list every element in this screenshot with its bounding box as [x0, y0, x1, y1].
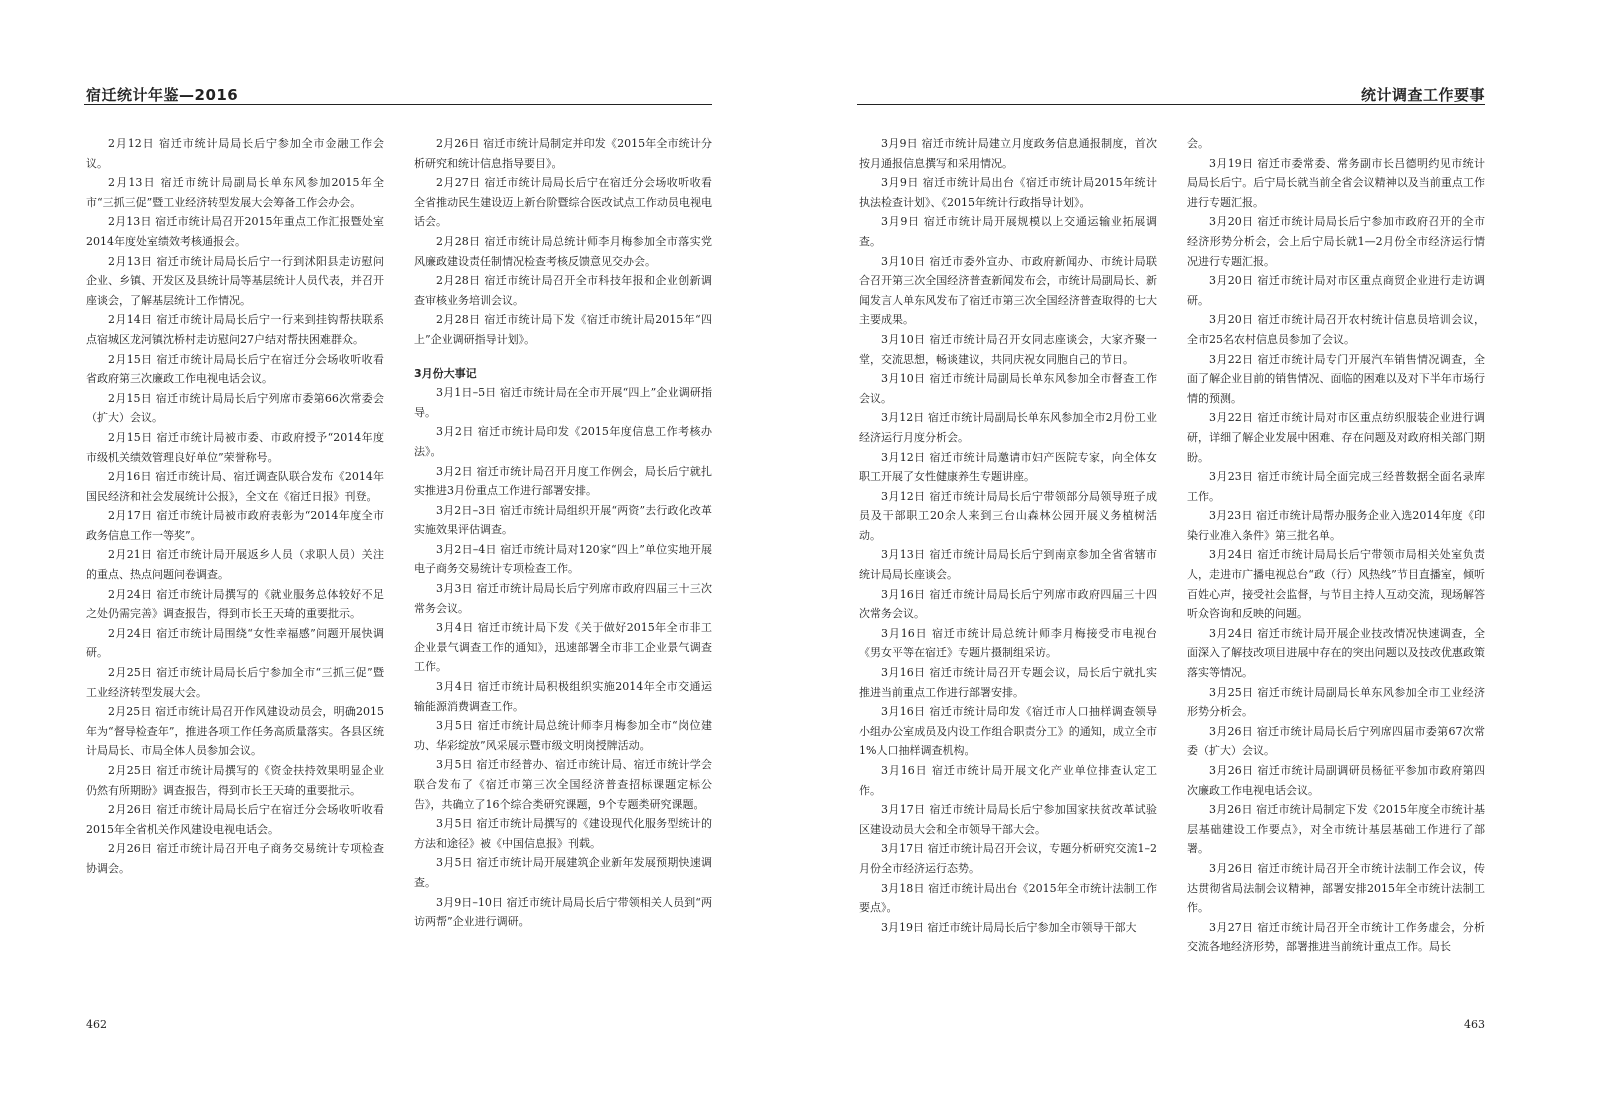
chronicle-entry: 3月4日 宿迁市统计局积极组织实施2014年全市交通运输能源消费调查工作。	[414, 680, 712, 713]
chronicle-entry: 3月12日 宿迁市统计局局长后宁带领部分局领导班子成员及干部职工20余人来到三台山森林公园开展义务植树活动。	[859, 489, 1157, 542]
chronicle-entry: 3月19日 宿迁市统计局局长后宁参加全市领导干部大	[881, 920, 1137, 934]
chronicle-entry: 2月14日 宿迁市统计局局长后宁一行来到挂钩帮扶联系点宿城区龙河镇沈桥村走访慰问27户结对帮扶困难群众。	[86, 313, 384, 346]
chronicle-entry: 3月1日–5日 宿迁市统计局在全市开展“四上”企业调研指导。	[414, 386, 712, 419]
chronicle-entry: 3月26日 宿迁市统计局局长后宁列席四届市委第67次常委（扩大）会议。	[1187, 724, 1485, 758]
march-section-heading: 3月份大事记	[414, 366, 477, 380]
chronicle-entry: 3月17日 宿迁市统计局局长后宁参加国家扶贫改革试验区建设动员大会和全市领导干部大会。	[859, 803, 1157, 836]
chronicle-entry: 2月15日 宿迁市统计局被市委、市政府授予“2014年度市级机关绩效管理良好单位”荣誉称号。	[86, 430, 384, 464]
chronicle-entry: 3月16日 宿迁市统计局印发《宿迁市人口抽样调查领导小组办公室成员及内设工作组合职责分工》的通知，成立全市1%人口抽样调查机构。	[859, 705, 1157, 758]
chronicle-entry: 3月20日 宿迁市统计局对市区重点商贸企业进行走访调研。	[1187, 274, 1485, 307]
chronicle-entry: 3月16日 宿迁市统计局召开专题会议，局长后宁就扎实推进当前重点工作进行部署安排。	[859, 666, 1157, 699]
chronicle-entry: 3月22日 宿迁市统计局对市区重点纺织服装企业进行调研，详细了解企业发展中困难、存在问题及对政府相关部门期盼。	[1187, 411, 1485, 464]
right-page-column-1	[859, 134, 1157, 937]
chronicle-entry: 2月24日 宿迁市统计局围绕“女性幸福感”问题开展快调研。	[86, 626, 384, 660]
chronicle-entry: 2月21日 宿迁市统计局开展返乡人员（求职人员）关注的重点、热点问题问卷调查。	[86, 548, 384, 582]
chronicle-entry: 2月25日 宿迁市统计局召开作风建设动员会，明确2015年为“督导检查年”，推进各项工作任务高质量落实。各县区统计局局长、市局全体人员参加会议。	[86, 705, 384, 758]
chronicle-entry: 3月10日 宿迁市委外宣办、市政府新闻办、市统计局联合召开第三次全国经济普查新闻发布会，市统计局副局长、新闻发言人单东风发布了宿迁市第三次全国经济普查取得的七大主要成果。	[859, 254, 1157, 327]
chronicle-entry: 3月17日 宿迁市统计局召开会议，专题分析研究交流1–2月份全市经济运行态势。	[859, 842, 1157, 875]
chronicle-entry: 3月23日 宿迁市统计局帮办服务企业入选2014年度《印染行业准入条件》第三批名单。	[1187, 509, 1485, 542]
chronicle-entry: 3月26日 宿迁市统计局召开全市统计法制工作会议，传达贯彻省局法制会议精神，部署安排2015年全市统计法制工作。	[1187, 861, 1485, 915]
chronicle-entry: 2月28日 宿迁市统计局总统计师李月梅参加全市落实党风廉政建设责任制情况检查考核反馈意见交办会。	[414, 234, 712, 268]
chronicle-entry: 3月10日 宿迁市统计局召开女同志座谈会，大家齐聚一堂，交流思想，畅谈建议，共同庆祝女同胞自己的节日。	[859, 332, 1157, 366]
page-number-right: 463	[1464, 1018, 1485, 1031]
chronicle-entry: 3月19日 宿迁市委常委、常务副市长吕德明约见市统计局局长后宁。后宁局长就当前全省会议精神以及当前重点工作进行专题汇报。	[1187, 156, 1485, 209]
chronicle-entry: 3月20日 宿迁市统计局局长后宁参加市政府召开的全市经济形势分析会，会上后宁局长就1—2月份全市经济运行情况进行专题汇报。	[1187, 215, 1485, 268]
march-entries	[414, 383, 712, 932]
chronicle-entry: 3月4日 宿迁市统计局下发《关于做好2015年全市非工企业景气调查工作的通知》，迅速部署全市非工企业景气调查工作。	[414, 621, 712, 674]
chronicle-entry: 3月12日 宿迁市统计局副局长单东风参加全市2月份工业经济运行月度分析会。	[859, 411, 1157, 444]
right-page-column-2	[1187, 134, 1485, 957]
continuation-text: 会。	[1187, 137, 1209, 150]
chronicle-entry: 3月23日 宿迁市统计局全面完成三经普数据全面名录库工作。	[1187, 470, 1485, 503]
chronicle-entry: 2月24日 宿迁市统计局撰写的《就业服务总体较好不足之处仍需完善》调查报告，得到市长王天琦的重要批示。	[86, 587, 384, 621]
chronicle-entry: 3月16日 宿迁市统计局局长后宁列席市政府四届三十四次常务会议。	[859, 587, 1157, 621]
chronicle-entry: 3月5日 宿迁市经普办、宿迁市统计局、宿迁市统计学会联合发布了《宿迁市第三次全国经济普查招标课题定标公告》，共确立了16个综合类研究课题，9个专题类研究课题。	[414, 758, 712, 811]
chronicle-entry: 3月5日 宿迁市统计局总统计师李月梅参加全市“岗位建功、华彩绽放”风采展示暨市级文明岗授牌活动。	[414, 719, 712, 752]
chronicle-entry: 3月27日 宿迁市统计局召开全市统计工作务虚会，分析交流各地经济形势，部署推进当前统计重点工作。局长	[1187, 920, 1485, 954]
chronicle-entry: 3月25日 宿迁市统计局副局长单东风参加全市工业经济形势分析会。	[1187, 685, 1485, 719]
chronicle-entry: 2月26日 宿迁市统计局召开电子商务交易统计专项检查协调会。	[86, 842, 384, 875]
running-header-left: 宿迁统计年鉴—2016	[86, 86, 239, 104]
chronicle-entry: 2月15日 宿迁市统计局局长后宁在宿迁分会场收听收看省政府第三次廉政工作电视电话会议。	[86, 352, 384, 386]
chronicle-entry: 3月9日–10日 宿迁市统计局局长后宁带领相关人员到“两访两帮”企业进行调研。	[414, 895, 712, 929]
chronicle-entry: 2月28日 宿迁市统计局召开全市科技年报和企业创新调查审核业务培训会议。	[414, 274, 712, 307]
feb-entries	[414, 134, 712, 350]
chronicle-entry: 2月13日 宿迁市统计局局长后宁一行到沭阳县走访慰问企业、乡镇、开发区及县统计局等基层统计人员代表，并召开座谈会，了解基层统计工作情况。	[86, 254, 384, 307]
chronicle-entry: 3月3日 宿迁市统计局局长后宁列席市政府四届三十三次常务会议。	[414, 582, 712, 615]
chronicle-entry: 3月24日 宿迁市统计局开展企业技改情况快速调查，全面深入了解技改项目进展中存在的突出问题以及技改优惠政策落实等情况。	[1187, 626, 1485, 680]
chronicle-entry: 3月9日 宿迁市统计局开展规模以上交通运输业拓展调查。	[859, 215, 1157, 248]
chronicle-entry: 3月26日 宿迁市统计局制定下发《2015年度全市统计基层基础建设工作要点》，对全市统计基层基础工作进行了部署。	[1187, 803, 1485, 856]
chronicle-entry: 2月12日 宿迁市统计局局长后宁参加全市金融工作会议。	[86, 137, 384, 170]
chronicle-entry: 2月25日 宿迁市统计局局长后宁参加全市“三抓三促”暨工业经济转型发展大会。	[86, 666, 384, 699]
left-page-column-1	[86, 134, 384, 879]
chronicle-entry: 2月27日 宿迁市统计局局长后宁在宿迁分会场收听收看全省推动民生建设迈上新台阶暨综合医改试点工作动员电视电话会。	[414, 176, 712, 229]
left-page-column-2	[414, 134, 712, 932]
chronicle-entry: 3月2日 宿迁市统计局印发《2015年度信息工作考核办法》。	[414, 425, 712, 458]
chronicle-entry: 2月16日 宿迁市统计局、宿迁调查队联合发布《2014年国民经济和社会发展统计公报》，全文在《宿迁日报》刊登。	[86, 470, 384, 503]
march-entries-right	[1187, 154, 1485, 957]
chronicle-entry: 3月5日 宿迁市统计局开展建筑企业新年发展预期快速调查。	[414, 856, 712, 889]
chronicle-entry: 3月9日 宿迁市统计局建立月度政务信息通报制度，首次按月通报信息撰写和采用情况。	[859, 137, 1157, 170]
chronicle-entry: 3月20日 宿迁市统计局召开农村统计信息员培训会议，全市25名农村信息员参加了会议。	[1187, 313, 1485, 346]
chronicle-entry: 2月17日 宿迁市统计局被市政府表彰为“2014年度全市政务信息工作一等奖”。	[86, 509, 384, 542]
chronicle-entry: 2月26日 宿迁市统计局制定并印发《2015年全市统计分析研究和统计信息指导要目》。	[414, 137, 712, 170]
chronicle-entry: 2月25日 宿迁市统计局撰写的《资金扶持效果明显企业仍然有所期盼》调查报告，得到市长王天琦的重要批示。	[86, 764, 384, 797]
chronicle-entry: 3月2日 宿迁市统计局召开月度工作例会，局长后宁就扎实推进3月份重点工作进行部署安排。	[414, 464, 712, 498]
chronicle-entry: 3月16日 宿迁市统计局开展文化产业单位排查认定工作。	[859, 764, 1157, 797]
chronicle-entry: 3月22日 宿迁市统计局专门开展汽车销售情况调查，全面了解企业目前的销售情况、面临的困难以及对下半年市场行情的预测。	[1187, 352, 1485, 405]
chronicle-entry: 3月16日 宿迁市统计局总统计师李月梅接受市电视台《男女平等在宿迁》专题片摄制组采访。	[859, 626, 1157, 660]
chronicle-entry: 2月13日 宿迁市统计局副局长单东风参加2015年全市“三抓三促”暨工业经济转型发展大会筹备工作会办会。	[86, 176, 384, 209]
left-page	[0, 0, 804, 1099]
chronicle-entry: 3月13日 宿迁市统计局局长后宁到南京参加全省省辖市统计局局长座谈会。	[859, 548, 1157, 582]
chronicle-entry: 3月24日 宿迁市统计局局长后宁带领市局相关处室负责人，走进市广播电视总台“政（行）风热线”节目直播室，倾听百姓心声，接受社会监督，与节目主持人互动交流，现场解答听众咨询和反映的问题。	[1187, 548, 1485, 621]
chronicle-entry: 3月5日 宿迁市统计局撰写的《建设现代化服务型统计的方法和途径》被《中国信息报》刊载。	[414, 817, 712, 850]
chronicle-entry: 2月28日 宿迁市统计局下发《宿迁市统计局2015年“四上”企业调研指导计划》。	[414, 313, 712, 346]
chronicle-entry: 2月15日 宿迁市统计局局长后宁列席市委第66次常委会（扩大）会议。	[86, 391, 384, 425]
page-number-left: 462	[86, 1018, 107, 1031]
chronicle-entry: 3月10日 宿迁市统计局副局长单东风参加全市督查工作会议。	[859, 372, 1157, 405]
chronicle-entry: 2月26日 宿迁市统计局局长后宁在宿迁分会场收听收看2015年全省机关作风建设电视电话会。	[86, 803, 384, 836]
header-rule-left	[84, 104, 712, 105]
chronicle-entry: 3月26日 宿迁市统计局副调研员杨征平参加市政府第四次廉政工作电视电话会议。	[1187, 764, 1485, 797]
chronicle-entry: 3月2日–4日 宿迁市统计局对120家“四上”单位实地开展电子商务交易统计专项检查工作。	[414, 542, 712, 576]
right-page	[805, 0, 1609, 1099]
chronicle-entry: 3月18日 宿迁市统计局出台《2015年全市统计法制工作要点》。	[859, 881, 1157, 915]
chronicle-entry: 3月9日 宿迁市统计局出台《宿迁市统计局2015年统计执法检查计划》、《2015年统计行政指导计划》。	[859, 176, 1157, 209]
header-rule-right	[857, 104, 1485, 105]
chronicle-entry: 3月2日–3日 宿迁市统计局组织开展“两资”去行政化改革实施效果评估调查。	[414, 503, 712, 537]
running-header-right: 统计调查工作要事	[1360, 86, 1485, 104]
chronicle-entry: 2月13日 宿迁市统计局召开2015年重点工作汇报暨处室2014年度处室绩效考核通报会。	[86, 215, 384, 248]
chronicle-entry: 3月12日 宿迁市统计局邀请市妇产医院专家，向全体女职工开展了女性健康养生专题讲座。	[859, 450, 1157, 484]
